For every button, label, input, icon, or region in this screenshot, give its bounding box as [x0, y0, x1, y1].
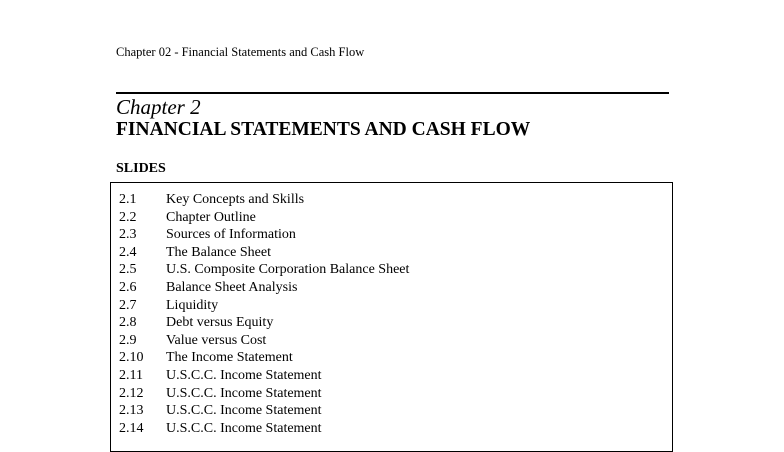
slide-number: 2.10 [119, 350, 144, 366]
slide-row [119, 209, 409, 227]
slide-row [119, 314, 409, 332]
chapter-rule [116, 92, 669, 94]
slide-row [119, 279, 409, 297]
slides-heading: SLIDES [116, 161, 166, 176]
slide-title: Debt versus Equity [166, 315, 274, 331]
slide-row [119, 420, 409, 438]
slide-title: Balance Sheet Analysis [166, 279, 298, 295]
slide-title: U.S.C.C. Income Statement [166, 367, 322, 383]
slide-number: 2.12 [119, 385, 144, 401]
slide-row [119, 226, 409, 244]
slide-title: Chapter Outline [166, 209, 256, 225]
slide-number: 2.11 [119, 367, 143, 383]
slide-number: 2.9 [119, 332, 137, 348]
slide-number: 2.3 [119, 227, 137, 243]
slide-row [119, 191, 409, 209]
slide-title: Sources of Information [166, 227, 296, 243]
slide-row [119, 297, 409, 315]
slide-title: The Income Statement [166, 350, 293, 366]
slide-title: U.S.C.C. Income Statement [166, 403, 322, 419]
slide-title: Value versus Cost [166, 332, 267, 348]
slide-row [119, 385, 409, 403]
slide-title: The Balance Sheet [166, 244, 271, 260]
slide-number: 2.6 [119, 279, 137, 295]
chapter-title: FINANCIAL STATEMENTS AND CASH FLOW [116, 119, 531, 140]
slide-number: 2.5 [119, 262, 137, 278]
slide-row [119, 367, 409, 385]
slide-number: 2.8 [119, 315, 137, 331]
running-header: Chapter 02 - Financial Statements and Cash Flow [116, 45, 365, 59]
slide-row [119, 332, 409, 350]
slide-row [119, 261, 409, 279]
slide-title: U.S.C.C. Income Statement [166, 385, 322, 401]
slide-row [119, 244, 409, 262]
slides-box [110, 182, 673, 452]
slides-list [119, 191, 409, 437]
chapter-label: Chapter 2 [116, 95, 201, 119]
slide-title: Liquidity [166, 297, 219, 313]
slide-number: 2.2 [119, 209, 137, 225]
slide-row [119, 402, 409, 420]
slide-number: 2.1 [119, 192, 137, 207]
slide-title: Key Concepts and Skills [166, 192, 305, 207]
slide-title: U.S.C.C. Income Statement [166, 420, 322, 436]
slide-title: U.S. Composite Corporation Balance Sheet [166, 262, 410, 278]
slide-number: 2.7 [119, 297, 137, 313]
slide-number: 2.4 [119, 244, 137, 260]
slide-number: 2.13 [119, 403, 144, 419]
slide-row [119, 349, 409, 367]
slide-number: 2.14 [119, 420, 144, 436]
